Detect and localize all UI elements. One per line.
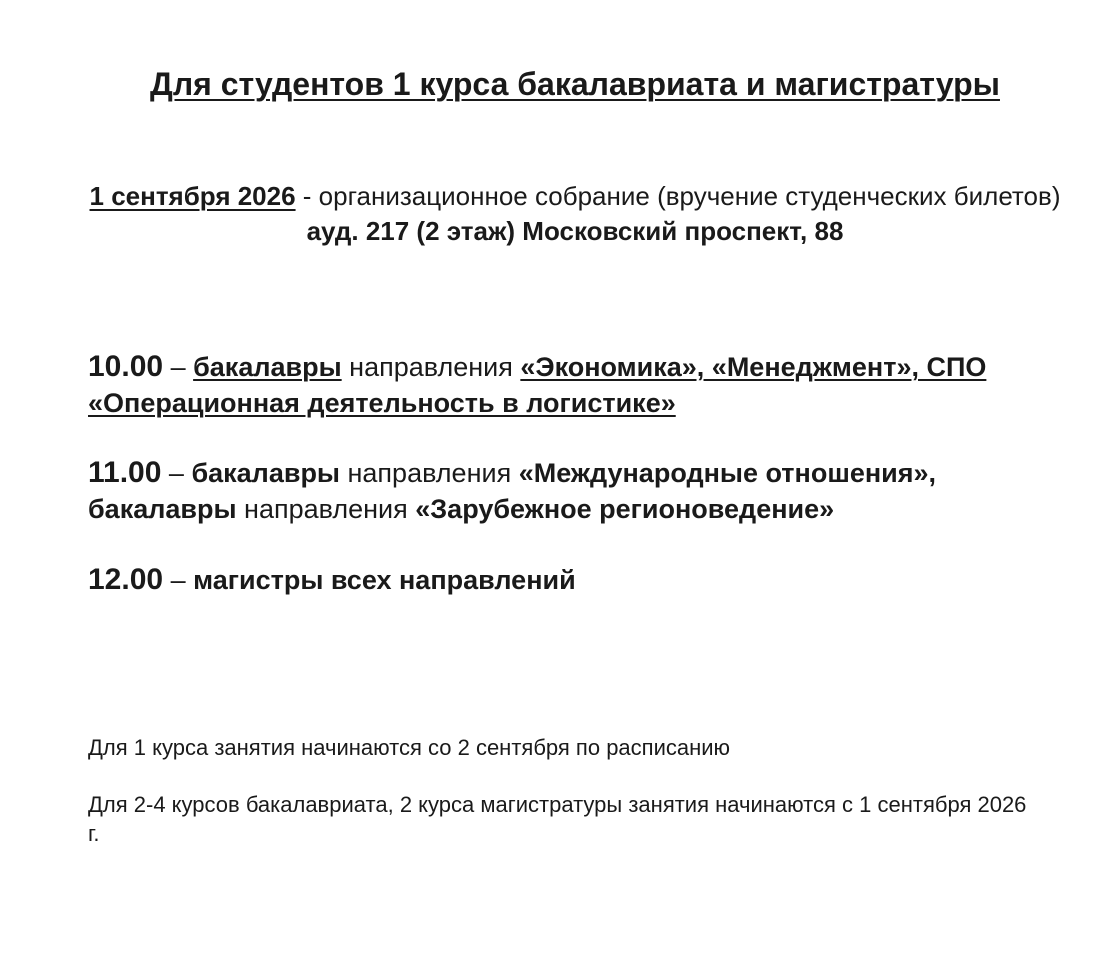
slot-programs-2: «Зарубежное регионоведение» bbox=[415, 494, 835, 524]
slot-dash: – bbox=[163, 352, 194, 382]
schedule-slot-3 bbox=[88, 562, 1088, 598]
slot-programs: «Экономика», «Менеджмент», СПО «Операционная деятельность в логистике» bbox=[88, 352, 987, 418]
meeting-block bbox=[80, 180, 1070, 248]
schedule-slot-1 bbox=[88, 349, 1088, 421]
slot-dash: – bbox=[161, 458, 192, 488]
note-other-years: Для 2-4 курсов бакалавриата, 2 курса магистратуры занятия начинаются с 1 сентября 2026 г. bbox=[88, 792, 1027, 846]
slot-group: бакалавры bbox=[193, 352, 342, 382]
page-title: Для студентов 1 курса бакалавриата и магистратуры bbox=[150, 66, 1000, 102]
slot-dash: – bbox=[163, 565, 194, 595]
slot-direction-word: направления bbox=[340, 458, 519, 488]
slot-programs: «Международные отношения», bbox=[518, 458, 937, 488]
meeting-date: 1 сентября 2026 bbox=[89, 181, 296, 211]
slot-time: 11.00 bbox=[88, 456, 162, 489]
slot-group: магистры всех направлений bbox=[193, 565, 576, 595]
slot-direction-word-2: направления bbox=[236, 494, 416, 524]
meeting-location: ауд. 217 (2 этаж) Московский проспект, 88 bbox=[306, 216, 844, 246]
note-first-year: Для 1 курса занятия начинаются со 2 сентября по расписанию bbox=[88, 735, 731, 760]
slot-direction-word: направления bbox=[341, 352, 521, 382]
meeting-description: - организационное собрание (вручение студенческих билетов) bbox=[295, 181, 1061, 211]
slot-time: 12.00 bbox=[88, 563, 164, 596]
schedule-slot-2 bbox=[88, 455, 1088, 527]
slot-time: 10.00 bbox=[88, 350, 164, 383]
slot-group-2: бакалавры bbox=[88, 494, 237, 524]
slot-group: бакалавры bbox=[191, 458, 340, 488]
